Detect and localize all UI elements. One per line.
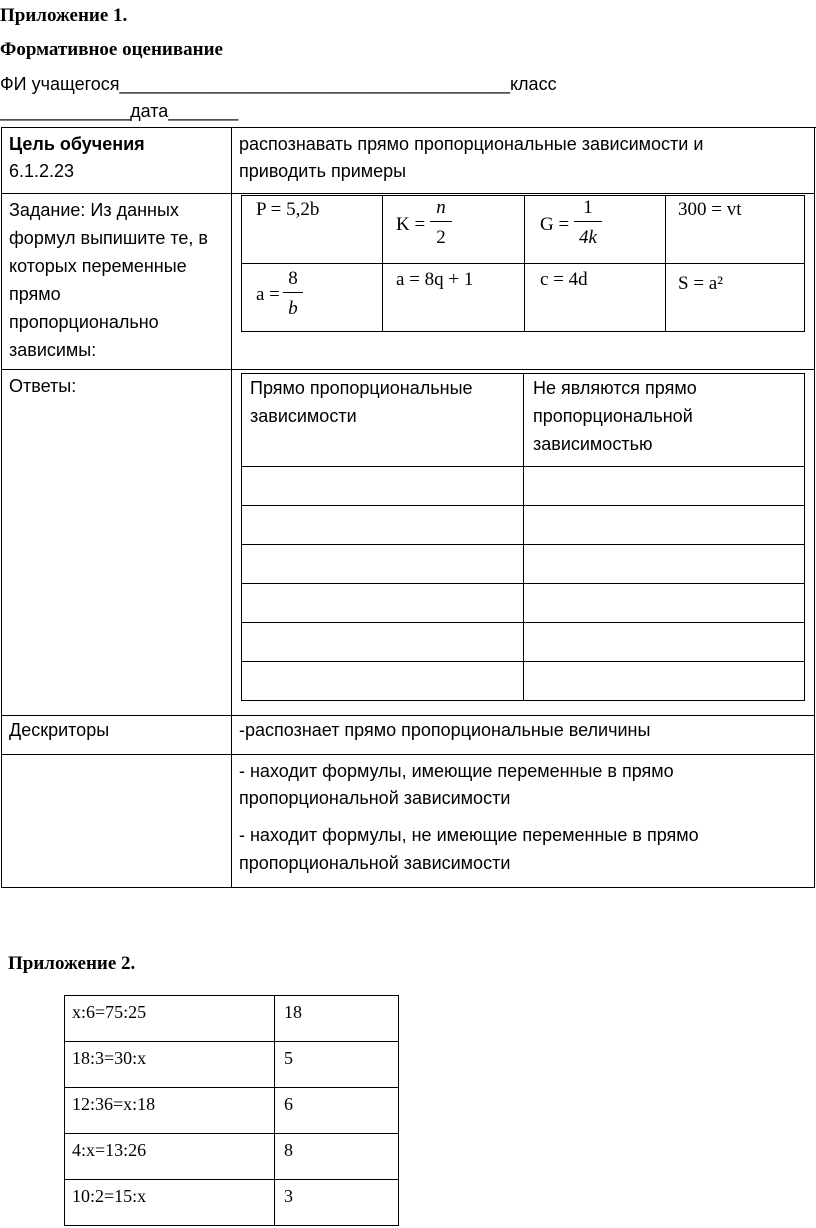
table-row-answer: 3 [284,1186,293,1206]
formula-g-lhs: G = [540,214,570,235]
table-row-answer: 8 [284,1140,293,1160]
task-line: которых переменные [9,256,187,276]
direct-col-header: зависимости [250,406,357,426]
formula-g-denominator: 4k [579,227,597,248]
table-row-answer: 6 [284,1094,293,1114]
formula-k-lhs: K = [396,214,426,235]
goal-text-line-1: распознавать прямо пропорциональные зависимости и [239,134,704,154]
formula-a-denominator: b [288,298,298,319]
table-row-equation: x:6=75:25 [72,1002,147,1022]
descriptors-label: Дескриторы [9,720,110,740]
task-line: зависимы: [9,340,97,360]
not-direct-col-header: пропорциональной [533,406,693,426]
formula-g-fraction [574,194,602,248]
descriptor-item: пропорциональной зависимости [239,788,511,808]
formula-8q: a = 8q + 1 [396,269,474,290]
descriptor-item: пропорциональной зависимости [239,853,511,873]
table-row-equation: 18:3=30:x [72,1048,147,1068]
goal-label: Цель обучения [9,134,145,154]
table-row-equation: 12:36=x:18 [72,1094,156,1114]
answers-label: Ответы: [9,376,77,396]
formula-c: c = 4d [540,269,588,290]
task-line: пропорционально [9,312,159,332]
formula-a-fraction [283,265,303,319]
formula-k-numerator: n [436,197,446,218]
formula-k-fraction [430,194,452,248]
not-direct-col-header: зависимостью [533,434,653,454]
student-name-line: ФИ учащегося_______________________________________класс [0,74,557,94]
formula-k-denominator: 2 [436,227,446,248]
descriptor-item: - находит формулы, имеющие переменные в прямо [239,761,674,781]
task-line: прямо [9,284,61,304]
goal-text-line-2: приводить примеры [239,161,407,181]
table-row-answer: 5 [284,1048,293,1068]
not-direct-col-header: Не являются прямо [533,378,697,398]
table-row-equation: 10:2=15:x [72,1186,147,1206]
date-line: _____________дата_______ [0,101,239,121]
descriptor-item: - находит формулы, не имеющие переменные в прямо [239,825,699,845]
descriptor-item: -распознает прямо пропорциональные величины [239,720,651,740]
goal-code: 6.1.2.23 [9,161,75,181]
formula-p: P = 5,2b [256,199,320,220]
table-row-equation: 4:x=13:26 [72,1140,147,1160]
task-line: Задание: Из данных [9,200,179,220]
formula-a-numerator: 8 [288,268,298,289]
appendix-2-title: Приложение 2. [8,953,136,974]
formula-g-numerator: 1 [583,197,593,218]
formula-300: 300 = vt [678,199,742,220]
appendix-1-title: Приложение 1. [0,5,128,26]
formula-s: S = a² [678,273,723,294]
formula-a-lhs: a = [256,284,280,305]
task-line: формул выпишите те, в [9,228,208,248]
direct-col-header: Прямо пропорциональные [250,378,473,398]
formative-assessment-subtitle: Формативное оценивание [0,39,223,60]
table-row-answer: 18 [284,1002,302,1022]
